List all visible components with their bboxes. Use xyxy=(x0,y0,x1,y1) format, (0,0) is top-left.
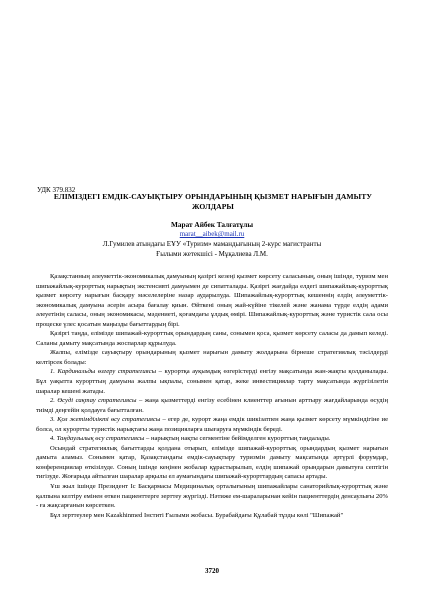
paragraph-development: Осындай стратегиялық бағыттарды қолдана отырып, елімізде шипажай-курорттық орындардың қызмет нарығын дамыта аламыз. Сонымен қатар, Қазақстандағы емдік-сауықтыру туризмін дамыту мақсатында әртүрлі форумдар, конференциялар өткізілуде. Соның ішінде кеңінен жобалар құрастырылып, елдің шипажай орындарын дамытуға септігін тигізуде. Жоғарыда айтылған шаралар арқылы ел аумағындағы шипажай-курорттардың сапасы артады. xyxy=(36,444,388,481)
strategy-2-label: 2. Өсуді сақтау стратегиясы xyxy=(50,397,137,405)
strategy-item-2 xyxy=(36,396,388,415)
page-number: 3720 xyxy=(205,567,219,575)
email-link[interactable]: marat__aibek@mail.ru xyxy=(179,230,245,238)
strategy-3-text: – егер де, курорт жаңа емдік шикізатпен жаңа қызмет көрсету мүмкіндігіне ие болса, ол курортты туристік нарықтағы жаңа позицияларға шығаруға мүмкіндік береді. xyxy=(36,416,388,433)
author-name: Марат Айбек Талғатұлы xyxy=(170,220,254,229)
paragraph-strategies-intro: Жалпы, елімізде сауықтыру орындарының қызмет нарығын дамыту жолдарына бірнеше стратегиялық тәсілдерді келтірсек болады: xyxy=(36,349,388,366)
strategy-1-text: – курортқа ауқымдық өзгерістерді енгізу мақсатында жан-жақты қолданылады. Бұл уақытта курорттың дамуына жалпы ықпалы, сонымен қатар, жеке инвестициялар тарту мақсатында жүргізілетін шаралар кешені жатады. xyxy=(36,368,388,395)
author-affiliation xyxy=(0,240,424,259)
strategy-3-label: 3. Қол жетімділікті өсу стратегиясы xyxy=(50,416,161,424)
paragraph-intro: Қазақстанның әлеуметтік-экономикалық дамуының қазіргі кезеңі қызмет көрсету саласының, оның ішінде, туризм мен шипажайлық-курорттық нарықтың экстенсивті дамуымен де сипатталады. Қазіргі жағдайда елдегі шипажайлық-курорттық қызмет көрсету нарығын басқару мәселелеріне назар аударылуда. Шипажайлық-курорттық кешеннің елдің әлеуметтік-экономикалық дамуына әсерін асыра бағалау қиын. Өйткені оның жай-күйіне тікелей және жанама түрде елдің адами әлеуетінің саласы, оның экономикасы, мәдениеті, қоғамдағы ұлдық өмірі. Шипажайлық-курорттық және туристік сала осы процеске үлес қосатын маңызды бағыттардың бірі. xyxy=(36,273,388,328)
strategy-item-1 xyxy=(36,367,388,396)
paragraph-research: Ұш жыл ішінде Президент Іс Басқармасы Медициналық орталығының шипажайлары санаторийлық-курорттық және қалпына келтіру емінен өткен пациенттерге зерттеу жүргізді. Нәтиже ем-шараларынан кейін пациенттердің денсаулығы 20% - ға жақсарғанын көрсеткен. xyxy=(36,483,388,510)
author-email xyxy=(0,230,424,238)
strategy-2-text: – жаңа қызметтерді енгізу есебінен клиенттер ағынын арттыру жағдайларында өсудің тиімді деңгейін қолдауға бағытталған. xyxy=(36,397,388,414)
paragraph-current-state: Қазіргі таңда, елімізде шипажай-курорттық орындардың саны, сонымен қоса, қызмет көрсету саласы да дамып келеді. Саланы дамыту мақсатында жоспарлар құрылуда. xyxy=(36,330,388,347)
affiliation-line-1: Л.Гумилев атындағы ЕҰУ «Туризм» мамандығының 2-курс магистранты xyxy=(102,240,322,248)
strategy-item-3 xyxy=(36,415,388,434)
strategy-4-label: 4. Таңдаулылық өсу стратегиясы xyxy=(50,435,145,443)
strategy-1-label: 1. Кардинальды өзгеру стратегиясы xyxy=(50,368,157,376)
article-title: ЕЛІМІЗДЕГІ ЕМДІК-САУЫҚТЫРУ ОРЫНДАРЫНЫҢ ҚЫЗМЕТ НАРЫҒЫН ДАМЫТУ ЖОЛДАРЫ xyxy=(53,192,373,211)
article-body xyxy=(36,272,388,520)
paragraph-burabay: Бұл зерттеулер мен Kazakhinmed Інститі Ғылыми жобасы. Бурабайдағы Құлабай тұзды көлі "Шипажай" xyxy=(50,511,344,519)
strategy-4-text: – нарықтың нақты сегментіне бейімделген курорттың таңдалады. xyxy=(144,435,331,443)
affiliation-line-2: Ғылыми жетекшісі - Мұқалиева Л.М. xyxy=(156,249,268,258)
strategy-item-4 xyxy=(36,434,388,444)
udc-code: УДК 379.832 xyxy=(37,186,76,194)
